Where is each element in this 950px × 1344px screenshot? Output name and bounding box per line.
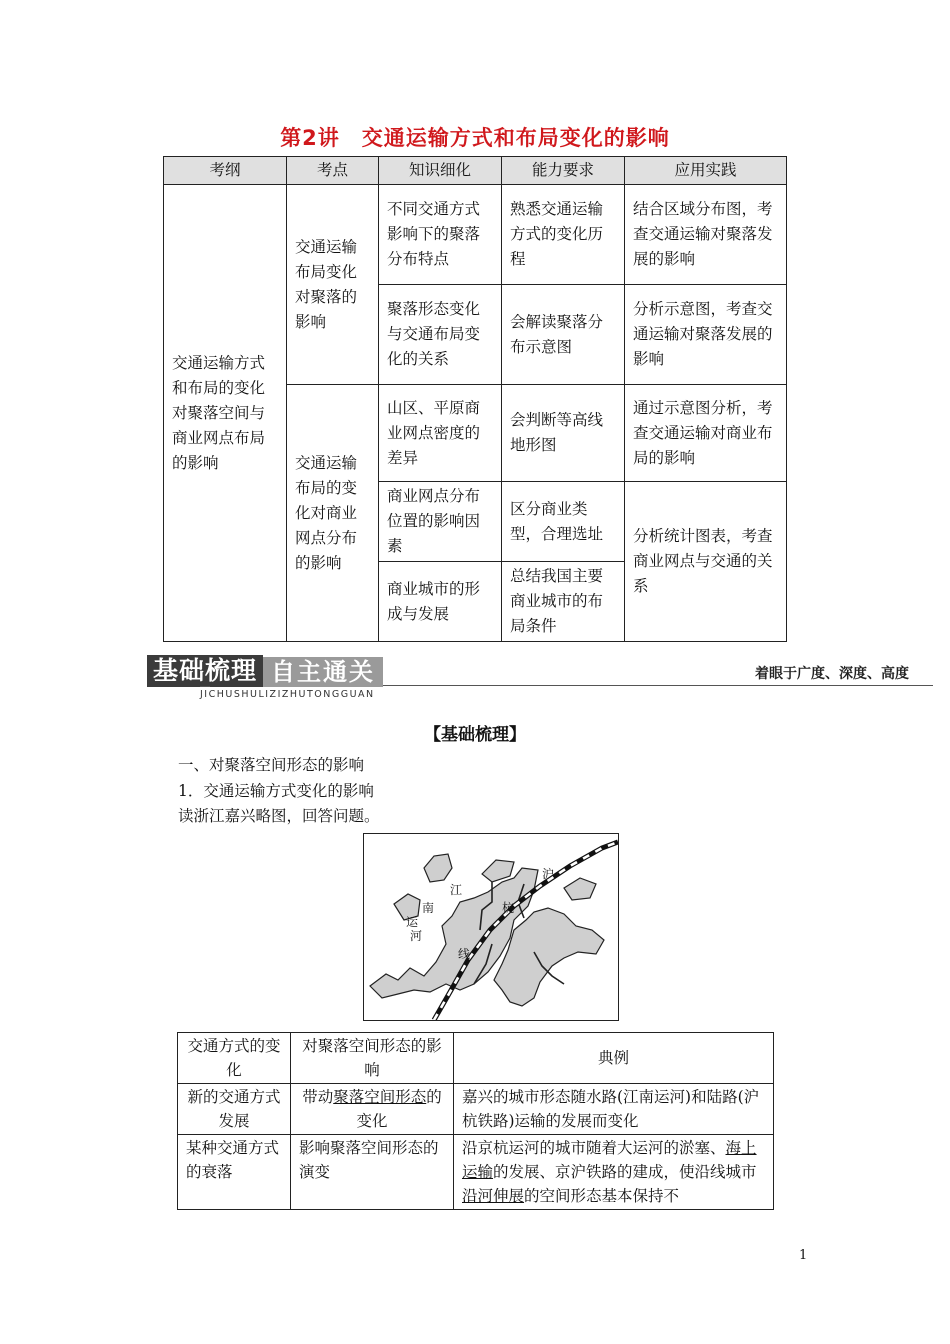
map-label: 江 (450, 883, 463, 897)
table-cell: 聚落形态变化与交通布局变化的关系 (379, 285, 502, 385)
paragraph: 读浙江嘉兴略图，回答问题。 (178, 807, 380, 825)
table-header: 典例 (454, 1033, 774, 1084)
paragraph: 1．交通运输方式变化的影响 (178, 782, 374, 800)
table-cell (291, 1084, 454, 1135)
map-label: 杭 (502, 901, 515, 915)
table-header: 考纲 (164, 157, 287, 185)
banner-slogan: 着眼于广度、深度、高度 (755, 666, 909, 682)
table-header: 考点 (287, 157, 379, 185)
syllabus-table (163, 156, 787, 642)
map-label: 河 (410, 929, 423, 943)
underlined-term: 聚落空间形态 (333, 1088, 427, 1106)
table-header-row (178, 1033, 774, 1084)
map-region-northeast (564, 878, 596, 900)
table-cell: 区分商业类型，合理选址 (502, 482, 625, 562)
table-header: 对聚落空间形态的影响 (291, 1033, 454, 1084)
table-cell: 新的交通方式发展 (178, 1084, 291, 1135)
table-cell: 结合区域分布图，考查交通运输对聚落发展的影响 (625, 185, 787, 285)
map-label: 沪 (542, 867, 555, 881)
table-cell: 会解读聚落分布示意图 (502, 285, 625, 385)
table-row (178, 1084, 774, 1135)
table-cell: 交通运输布局变化对聚落的影响 (287, 185, 379, 385)
underlined-term: 海上运输 (462, 1139, 757, 1181)
table-row (164, 185, 787, 285)
table-cell: 商业城市的形成与发展 (379, 562, 502, 642)
table-cell: 总结我国主要商业城市的布局条件 (502, 562, 625, 642)
table-cell: 会判断等高线地形图 (502, 385, 625, 482)
table-cell: 分析统计图表，考查商业网点与交通的关系 (625, 482, 787, 642)
map-label: 线 (458, 947, 471, 961)
banner-label: 基础梳理 (147, 655, 263, 687)
underlined-term: 沿河伸展 (462, 1187, 525, 1205)
map-graphic (364, 834, 618, 1020)
cell-text: 的空间形态基本保持不 (524, 1187, 680, 1205)
paragraph: 一、对聚落空间形态的影响 (178, 756, 365, 774)
table-cell: 分析示意图，考查交通运输对聚落发展的影响 (625, 285, 787, 385)
cell-text: 的变化 (356, 1088, 442, 1130)
table-header-row (164, 157, 787, 185)
cell-text: 的发展、京沪铁路的建成，使沿线城市 (493, 1163, 757, 1181)
map-region-north-center (482, 860, 514, 882)
map-region-north (424, 854, 452, 882)
table-row (178, 1135, 774, 1210)
cell-text: 带动 (302, 1088, 334, 1106)
table-cell: 不同交通方式影响下的聚落分布特点 (379, 185, 502, 285)
jiaxing-map (363, 833, 619, 1021)
table-cell: 交通运输布局的变化对商业网点分布的影响 (287, 385, 379, 642)
cell-text: 沿京杭运河的城市随着大运河的淤塞、 (462, 1139, 726, 1157)
table-cell (454, 1135, 774, 1210)
table-cell: 熟悉交通运输方式的变化历程 (502, 185, 625, 285)
banner-divider (383, 685, 933, 686)
section-title: 【基础梳理】 (424, 725, 526, 745)
map-label: 运 (406, 915, 419, 929)
influence-table (177, 1032, 774, 1210)
table-cell: 交通运输方式和布局的变化对聚落空间与商业网点布局的影响 (164, 185, 287, 642)
table-cell: 山区、平原商业网点密度的差异 (379, 385, 502, 482)
table-header: 应用实践 (625, 157, 787, 185)
table-header: 知识细化 (379, 157, 502, 185)
page-number: 1 (799, 1248, 808, 1263)
table-cell: 嘉兴的城市形态随水路(江南运河)和陆路(沪杭铁路)运输的发展而变化 (454, 1084, 774, 1135)
banner-sub-divider (200, 686, 210, 687)
table-cell: 商业网点分布位置的影响因素 (379, 482, 502, 562)
banner-label-secondary: 自主通关 (263, 657, 383, 687)
page-title: 第2讲 交通运输方式和布局变化的影响 (280, 126, 670, 150)
banner-pinyin: JICHUSHULIZIZHUTONGGUAN (200, 689, 375, 700)
map-label: 南 (422, 901, 435, 915)
table-header: 交通方式的变化 (178, 1033, 291, 1084)
table-header: 能力要求 (502, 157, 625, 185)
table-cell: 某种交通方式的衰落 (178, 1135, 291, 1210)
table-cell: 影响聚落空间形态的演变 (291, 1135, 454, 1210)
table-cell: 通过示意图分析，考查交通运输对商业布局的影响 (625, 385, 787, 482)
